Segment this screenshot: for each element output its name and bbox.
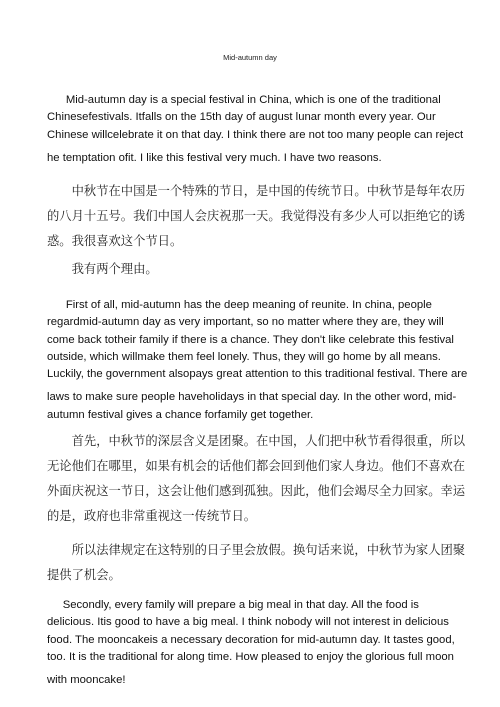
- text-line: outside, which willmake them feel lonely. Thus, they will go home by all means.: [47, 350, 441, 363]
- text-line: Mid-autumn day is a special festival in China, which is one of the traditional: [47, 94, 441, 106]
- paragraph-reunion-chinese: [47, 429, 466, 529]
- text-line: 所以法律规定在这特别的日子里会放假。换句话来说，中秋节为家人团聚: [47, 543, 466, 557]
- document-title: Mid-autumn day: [223, 53, 277, 62]
- paragraph-holiday-chinese: [47, 538, 466, 588]
- text-line: Secondly, every family will prepare a big meal in that day. All the food is: [47, 599, 419, 611]
- text-line: come back totheir family if there is a chance. They don't like celebrate this festival: [47, 333, 454, 346]
- text-line: laws to make sure people haveholidays in that special day. In the other word, mid-: [47, 391, 457, 404]
- text-line: autumn festival gives a chance forfamily get together.: [47, 408, 314, 421]
- paragraph-intro-chinese: [47, 179, 466, 254]
- text-line: Luckily, the government alsopays great attention to this traditional festival. There are: [47, 368, 468, 381]
- text-line: 外面庆祝这一节日，这会让他们感到孤独。因此，他们会竭尽全力回家。幸运: [47, 484, 466, 498]
- text-line: Chinesefestivals. Itfalls on the 15th day of august lunar month every year. Our: [47, 111, 436, 124]
- paragraph-intro-english: [47, 92, 464, 167]
- text-line: Chinese willcelebrate it on that day. I think there are not too many people can reject: [47, 128, 464, 141]
- text-line: 惑。我很喜欢这个节日。: [47, 234, 183, 248]
- text-line: with mooncake!: [47, 674, 126, 687]
- text-line: too. It is the traditional for along time. How pleased to enjoy the glorious full moon: [47, 650, 454, 663]
- text-line: 提供了机会。: [47, 568, 121, 582]
- text-line: 的八月十五号。我们中国人会庆祝那一天。我觉得没有多少人可以拒绝它的诱: [47, 209, 466, 223]
- text-line: 无论他们在哪里，如果有机会的话他们都会回到他们家人身边。他们不喜欢在: [47, 459, 466, 473]
- text-line: 我有两个理由。: [47, 262, 158, 276]
- text-line: delicious. Itis good to have a big meal. I think nobody will not interest in delicious: [47, 616, 449, 629]
- paragraph-meal-english: [47, 597, 457, 689]
- text-line: First of all, mid-autumn has the deep meaning of reunite. In china, people: [47, 299, 432, 311]
- text-line: food. The mooncakeis a necessary decoration for mid-autumn day. It tastes good,: [47, 633, 455, 646]
- text-line: 的是，政府也非常重视这一传统节日。: [47, 509, 257, 523]
- text-line: 中秋节在中国是一个特殊的节日，是中国的传统节日。中秋节是每年农历: [47, 184, 466, 198]
- text-line: regardmid-autumn day as very important, so no matter where they are, they will: [47, 316, 444, 329]
- text-line: 首先，中秋节的深层含义是团聚。在中国，人们把中秋节看得很重，所以: [47, 434, 466, 448]
- text-line: he temptation ofit. I like this festival very much. I have two reasons.: [47, 151, 382, 164]
- paragraph-reasons-chinese: [47, 257, 457, 282]
- paragraph-reunion-english: [47, 297, 468, 424]
